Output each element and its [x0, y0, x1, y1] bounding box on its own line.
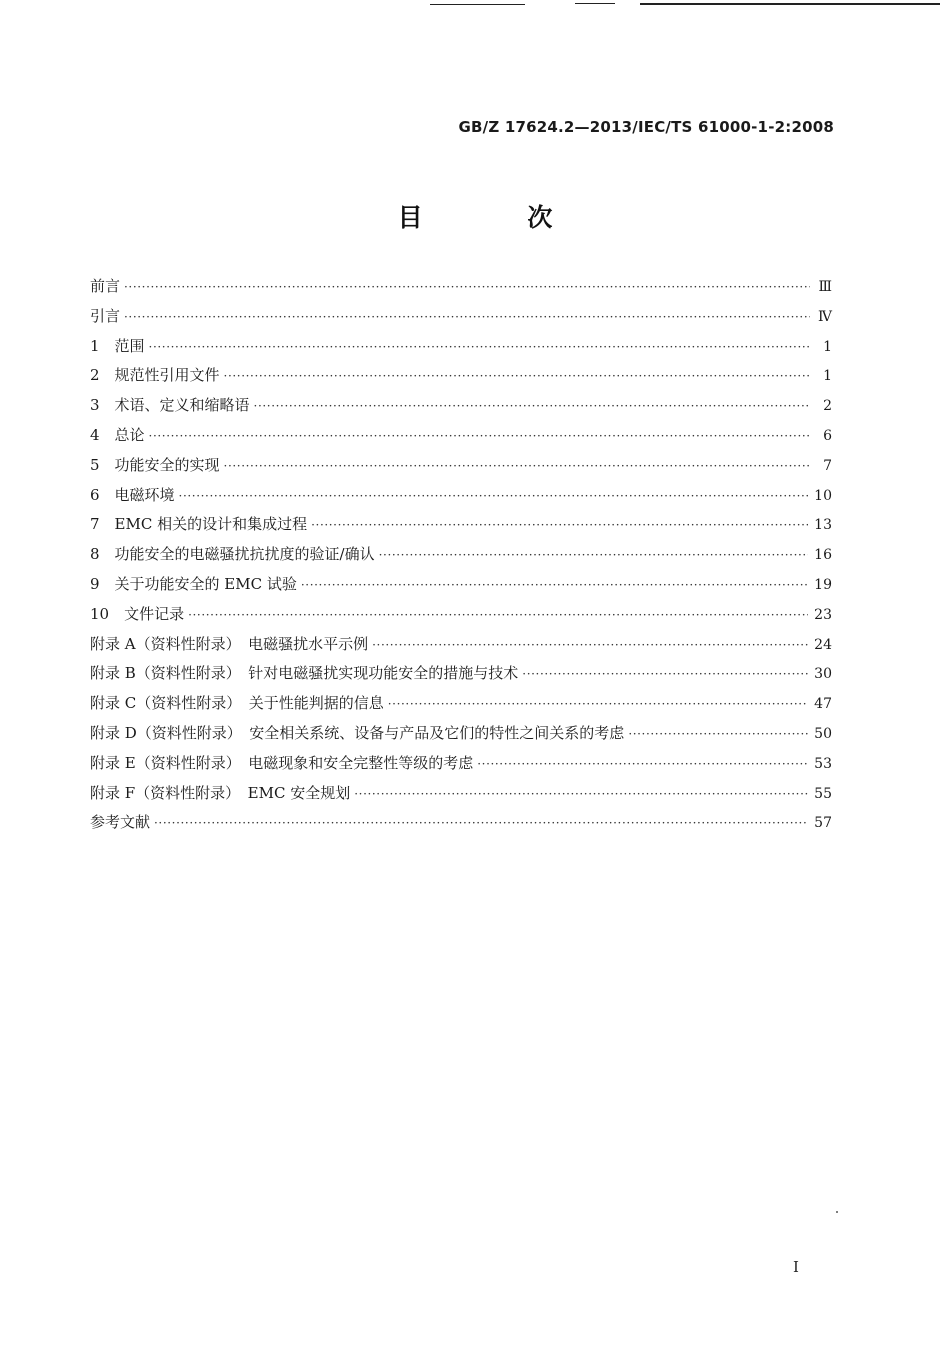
- toc-entry-label: 3 术语、定义和缩略语: [90, 396, 250, 415]
- toc-entry-label: 前言: [90, 277, 121, 295]
- toc-entry-page: 47: [814, 696, 832, 713]
- toc-leader-dots: [477, 750, 808, 780]
- toc-entry[interactable]: [90, 361, 832, 391]
- toc-leader-dots: [179, 482, 809, 512]
- toc-leader-dots: [149, 333, 810, 363]
- toc-leader-dots: [149, 422, 810, 452]
- scan-speck: [836, 1211, 838, 1213]
- toc-entry-label: 引言: [90, 306, 121, 325]
- toc-leader-dots: [311, 511, 808, 541]
- toc-leader-dots: [379, 541, 809, 571]
- toc-entry-page: Ⅲ: [818, 279, 832, 295]
- toc-entry-label: 7 EMC 相关的设计和集成过程: [90, 515, 308, 534]
- toc-entry-page: 7: [823, 457, 832, 474]
- toc-entry-label: 1 范围: [90, 336, 145, 355]
- toc-entry-label: 附录 B（资料性附录） 针对电磁骚扰实现功能安全的措施与技术: [90, 664, 519, 683]
- toc-entry[interactable]: [90, 332, 832, 362]
- toc-entry[interactable]: [90, 779, 832, 809]
- toc-entry-page: 2: [823, 398, 832, 415]
- toc-leader-dots: [301, 571, 808, 601]
- toc-leader-dots: [372, 631, 808, 661]
- toc-entry[interactable]: [90, 600, 832, 630]
- toc-entry-page: 16: [814, 547, 832, 564]
- toc-entry[interactable]: [90, 302, 832, 332]
- toc-entry-label: 2 规范性引用文件: [90, 366, 220, 385]
- toc-entry-page: 19: [814, 576, 832, 593]
- toc-entry[interactable]: [90, 272, 832, 302]
- page-title: 目 次: [397, 203, 601, 232]
- toc-leader-dots: [124, 303, 810, 333]
- toc-entry-label: 附录 F（资料性附录） EMC 安全规划: [90, 783, 351, 802]
- toc-leader-dots: [224, 452, 810, 482]
- toc-entry[interactable]: [90, 510, 832, 540]
- toc-entry[interactable]: [90, 391, 832, 421]
- toc-entry[interactable]: [90, 540, 832, 570]
- toc-entry[interactable]: [90, 719, 832, 749]
- toc-entry-label: 附录 D（资料性附录） 安全相关系统、设备与产品及它们的特性之间关系的考虑: [90, 723, 625, 742]
- toc-entry-page: 55: [814, 785, 832, 802]
- toc-entry-label: 4 总论: [90, 425, 145, 444]
- scan-artifact-line: [575, 3, 615, 4]
- toc-entry-label: 8 功能安全的电磁骚扰抗扰度的验证/确认: [90, 545, 375, 564]
- toc-entry-page: 1: [823, 368, 832, 385]
- toc-leader-dots: [254, 392, 810, 422]
- toc-entry-label: 9 关于功能安全的 EMC 试验: [90, 574, 297, 593]
- toc-entry-page: 50: [814, 725, 832, 742]
- toc-entry[interactable]: [90, 481, 832, 511]
- toc-entry[interactable]: [90, 451, 832, 481]
- toc-leader-dots: [124, 273, 810, 303]
- toc-entry-label: 附录 A（资料性附录） 电磁骚扰水平示例: [90, 634, 369, 653]
- toc-leader-dots: [188, 601, 808, 631]
- toc-entry-label: 附录 E（资料性附录） 电磁现象和安全完整性等级的考虑: [90, 753, 474, 772]
- toc-entry-label: 附录 C（资料性附录） 关于性能判据的信息: [90, 694, 384, 713]
- toc-entry[interactable]: [90, 689, 832, 719]
- scan-artifact-line: [640, 3, 940, 5]
- toc-entry[interactable]: [90, 659, 832, 689]
- toc-leader-dots: [154, 809, 808, 839]
- toc-entry[interactable]: [90, 808, 832, 838]
- toc-leader-dots: [388, 690, 808, 720]
- scan-artifact-line: [430, 4, 525, 5]
- toc-entry-page: 24: [814, 636, 832, 653]
- toc-entry-page: 6: [823, 427, 832, 444]
- toc-entry-label: 10 文件记录: [90, 604, 185, 623]
- standard-number: GB/Z 17624.2—2013/IEC/TS 61000-1-2:2008: [458, 118, 834, 136]
- toc-entry[interactable]: [90, 421, 832, 451]
- toc-entry[interactable]: [90, 570, 832, 600]
- toc-leader-dots: [522, 660, 808, 690]
- toc-entry-page: 1: [823, 338, 832, 355]
- toc-entry-page: 57: [814, 815, 832, 832]
- toc-entry[interactable]: [90, 749, 832, 779]
- toc-entry[interactable]: [90, 630, 832, 660]
- page-number: I: [793, 1258, 799, 1276]
- toc-entry-page: 30: [814, 666, 832, 683]
- toc-leader-dots: [628, 720, 808, 750]
- table-of-contents: [90, 272, 832, 838]
- toc-leader-dots: [224, 362, 810, 392]
- toc-entry-page: 13: [814, 517, 832, 534]
- toc-entry-label: 5 功能安全的实现: [90, 455, 220, 474]
- toc-leader-dots: [354, 780, 808, 810]
- toc-entry-label: 参考文献: [90, 813, 151, 832]
- toc-entry-page: 10: [814, 487, 832, 504]
- toc-entry-page: Ⅳ: [818, 308, 832, 325]
- toc-entry-page: 23: [814, 606, 832, 623]
- toc-entry-label: 6 电磁环境: [90, 485, 175, 504]
- toc-entry-page: 53: [814, 755, 832, 772]
